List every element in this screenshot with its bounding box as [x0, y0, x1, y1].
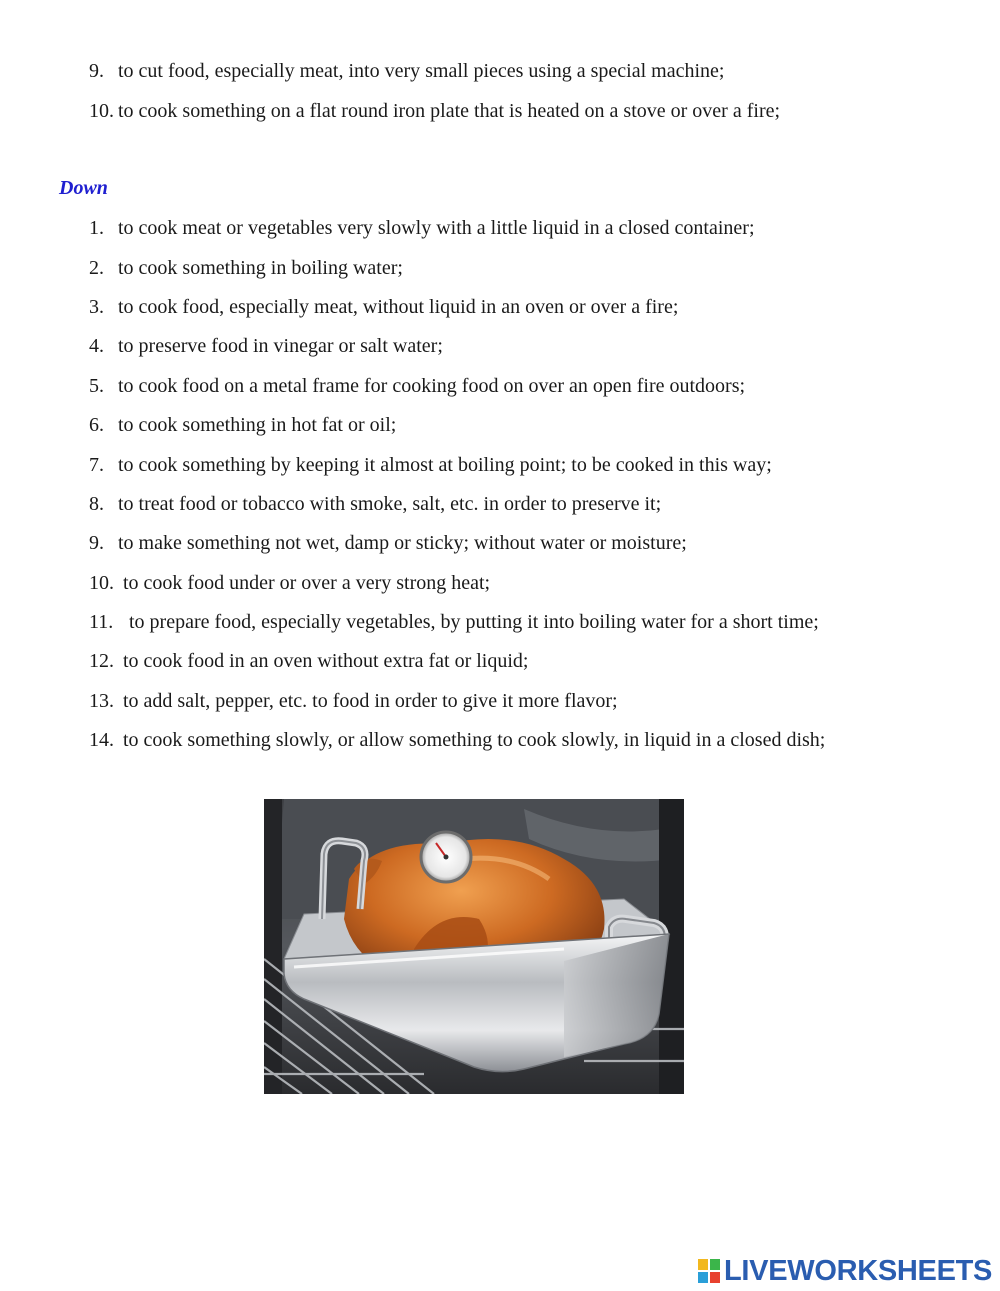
clue-number: 3.	[89, 296, 104, 318]
down-clue-4	[89, 334, 443, 358]
clue-number: 7.	[89, 454, 104, 476]
clue-text: to make something not wet, damp or sticky; without water or moisture;	[118, 532, 687, 554]
roast-turkey-photo	[264, 799, 684, 1094]
clue-number: 6.	[89, 414, 104, 436]
clue-number: 4.	[89, 335, 104, 357]
liveworksheets-logo-text: LIVEWORKSHEETS	[724, 1254, 993, 1287]
clue-number: 10.	[89, 572, 114, 594]
clue-text: to add salt, pepper, etc. to food in order to give it more flavor;	[123, 690, 618, 712]
clue-number: 1.	[89, 217, 104, 239]
down-heading: Down	[59, 177, 108, 199]
down-clue-3	[89, 295, 678, 319]
down-clue-1	[89, 216, 755, 240]
down-clue-12	[89, 649, 528, 673]
clue-text: to cook something in hot fat or oil;	[118, 414, 397, 436]
clue-number: 10.	[89, 100, 114, 122]
down-clue-5	[89, 374, 745, 398]
down-clue-9	[89, 531, 687, 555]
clue-text: to treat food or tobacco with smoke, salt, etc. in order to preserve it;	[118, 493, 662, 515]
clue-text: to cook something in boiling water;	[118, 257, 403, 279]
clue-number: 5.	[89, 375, 104, 397]
clue-text: to preserve food in vinegar or salt water;	[118, 335, 443, 357]
down-clue-7	[89, 453, 772, 477]
down-clue-8	[89, 492, 661, 516]
clue-text: to cook meat or vegetables very slowly with a little liquid in a closed container;	[118, 217, 755, 239]
clue-text: to cook food on a metal frame for cooking food on over an open fire outdoors;	[118, 375, 746, 397]
across-clue-10	[89, 99, 780, 123]
down-clue-14	[89, 728, 825, 752]
across-clue-9	[89, 59, 724, 83]
clue-number: 11.	[89, 611, 114, 633]
clue-text: to cook something by keeping it almost at boiling point; to be cooked in this way;	[118, 454, 772, 476]
down-clue-13	[89, 689, 618, 713]
clue-number: 9.	[89, 532, 104, 554]
clue-number: 14.	[89, 729, 114, 751]
clue-text: to cook food under or over a very strong heat;	[123, 572, 491, 594]
down-clue-2	[89, 256, 403, 280]
clue-text: to cook food in an oven without extra fat or liquid;	[123, 650, 529, 672]
clue-text: to cut food, especially meat, into very small pieces using a special machine;	[118, 60, 725, 82]
down-clue-6	[89, 413, 396, 437]
clue-number: 9.	[89, 60, 104, 82]
down-clue-10	[89, 571, 490, 595]
liveworksheets-logo-icon	[698, 1259, 720, 1283]
clue-text: to cook something slowly, or allow something to cook slowly, in liquid in a closed dish;	[123, 729, 826, 751]
clue-text: to prepare food, especially vegetables, by putting it into boiling water for a short time;	[129, 611, 819, 633]
liveworksheets-logo	[698, 1256, 992, 1286]
clue-text: to cook food, especially meat, without liquid in an oven or over a fire;	[118, 296, 679, 318]
down-clue-11	[89, 610, 819, 634]
clue-number: 8.	[89, 493, 104, 515]
clue-number: 13.	[89, 690, 114, 712]
clue-text: to cook something on a flat round iron plate that is heated on a stove or over a fire;	[118, 100, 781, 122]
clue-number: 2.	[89, 257, 104, 279]
clue-number: 12.	[89, 650, 114, 672]
